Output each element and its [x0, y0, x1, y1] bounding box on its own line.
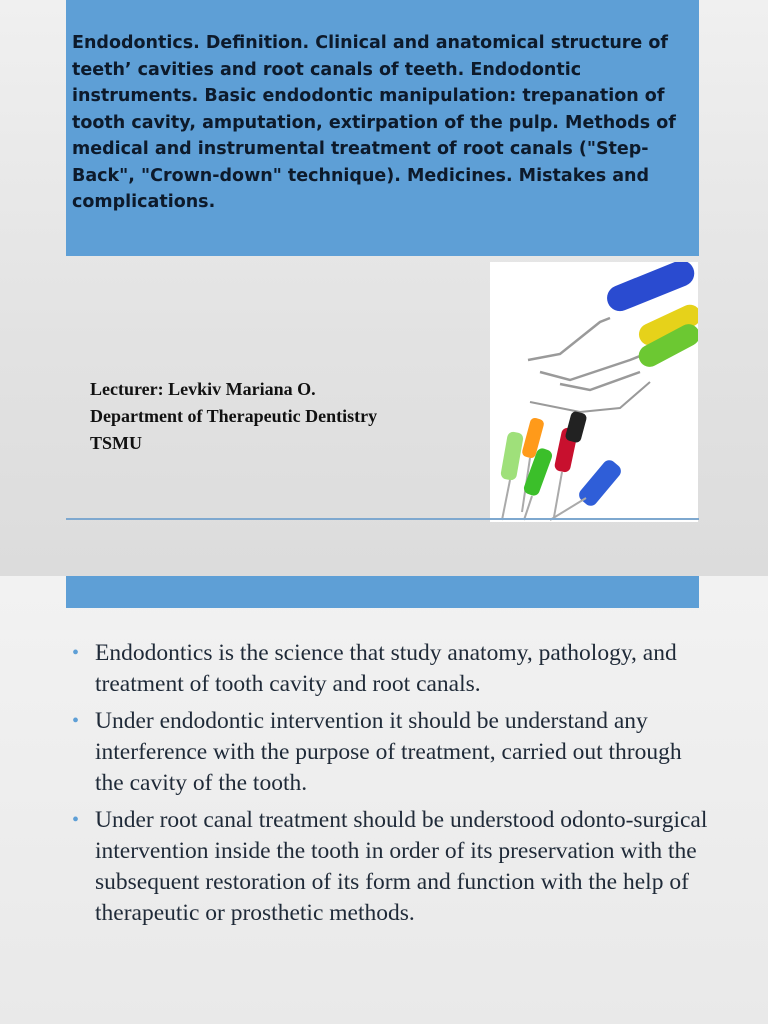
slide-2 — [0, 576, 768, 1024]
bullet-text: Under endodontic intervention it should be understand any interference with the purpose of treatment, carried out through the cavity of the tooth. — [95, 708, 682, 796]
bullet-item — [72, 706, 712, 799]
university-name: TSMU — [90, 433, 143, 453]
bullet-list — [72, 638, 712, 935]
bullet-item — [72, 805, 712, 929]
lecturer-info — [90, 376, 470, 457]
bullet-icon: • — [72, 642, 80, 664]
endodontic-instruments-image — [490, 262, 698, 522]
bullet-item — [72, 638, 712, 700]
slide-title: Endodontics. Definition. Clinical and anatomical structure of teeth’ cavities and root canals of teeth. Endodontic instruments. Basic endodontic manipulation: trepanation of tooth cavity, amputation, extirpation of the pulp. Methods of medical and instrumental treatment of root canals ("Step-Back", "Crown-down" technique). Medicines. Mistakes and complications. — [72, 33, 676, 212]
file-green-light — [500, 431, 524, 520]
bullet-icon: • — [72, 809, 80, 831]
long-instrument-green — [560, 320, 698, 390]
file-black — [564, 410, 587, 443]
bullet-text: Endodontics is the science that study anatomy, pathology, and treatment of tooth cavity and root canals. — [95, 640, 677, 697]
department-name: Department of Therapeutic Dentistry — [90, 406, 378, 426]
bullet-text: Under root canal treatment should be understood odonto-surgical intervention inside the tooth in order of its preservation with the subsequent restoration of its form and function with the help of therapeutic or prosthetic methods. — [95, 807, 708, 926]
header-bar — [66, 576, 699, 608]
title-box — [66, 0, 699, 256]
bullet-icon: • — [72, 710, 80, 732]
file-green — [522, 447, 553, 520]
lecturer-name: Lecturer: Levkiv Mariana O. — [90, 379, 316, 399]
slide-divider — [66, 518, 699, 520]
